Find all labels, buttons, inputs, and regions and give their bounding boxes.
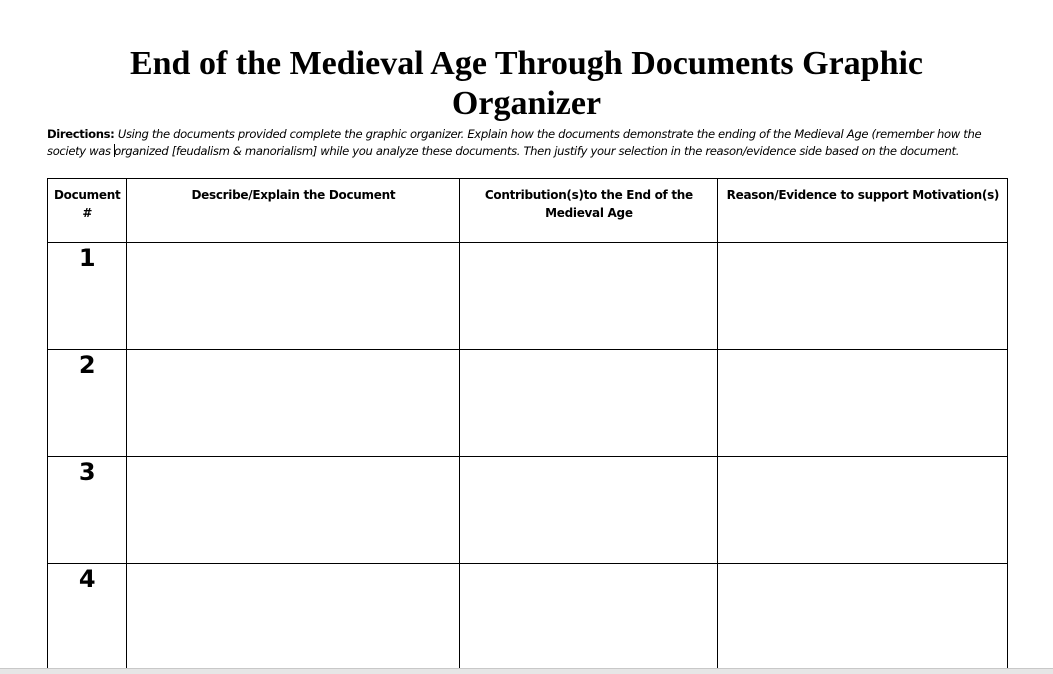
- contribution-cell[interactable]: [460, 564, 718, 671]
- window-bottom-edge: [0, 668, 1053, 674]
- reason-cell[interactable]: [718, 564, 1008, 671]
- reason-cell[interactable]: [718, 457, 1008, 564]
- header-contribution[interactable]: Contribution(s)to the End of the Medieval Age: [460, 179, 718, 243]
- title-line-2: Organizer: [451, 85, 602, 122]
- table-row: [48, 564, 1008, 671]
- document-number-cell[interactable]: 3: [48, 457, 127, 564]
- graphic-organizer-table: [47, 178, 1008, 671]
- reason-cell[interactable]: [718, 350, 1008, 457]
- describe-cell[interactable]: [127, 350, 460, 457]
- header-document-number[interactable]: Document #: [48, 179, 127, 243]
- directions-text-part-2: organized [feudalism & manorialism] while you analyze these documents. Then justify your selection in the reason/evidence side based on the document.: [114, 144, 960, 158]
- document-number-cell[interactable]: 2: [48, 350, 127, 457]
- table-row: [48, 457, 1008, 564]
- table-row: [48, 350, 1008, 457]
- table-header-row: [48, 179, 1008, 243]
- document-number-cell[interactable]: 1: [48, 243, 127, 350]
- contribution-cell[interactable]: [460, 350, 718, 457]
- table-row: [48, 243, 1008, 350]
- reason-cell[interactable]: [718, 243, 1008, 350]
- page-title: [0, 44, 1053, 124]
- directions-paragraph[interactable]: [47, 126, 1009, 160]
- directions-text-part-1: Using the documents provided complete the graphic organizer. Explain how the documents demonstrate the ending of the Medieval Age (remember how the society was: [47, 127, 982, 158]
- describe-cell[interactable]: [127, 564, 460, 671]
- document-number-cell[interactable]: 4: [48, 564, 127, 671]
- describe-cell[interactable]: [127, 457, 460, 564]
- contribution-cell[interactable]: [460, 457, 718, 564]
- directions-label: Directions:: [47, 127, 115, 141]
- describe-cell[interactable]: [127, 243, 460, 350]
- header-reason[interactable]: Reason/Evidence to support Motivation(s): [718, 179, 1008, 243]
- header-describe[interactable]: Describe/Explain the Document: [127, 179, 460, 243]
- title-line-1: End of the Medieval Age Through Documents Graphic: [129, 45, 924, 82]
- contribution-cell[interactable]: [460, 243, 718, 350]
